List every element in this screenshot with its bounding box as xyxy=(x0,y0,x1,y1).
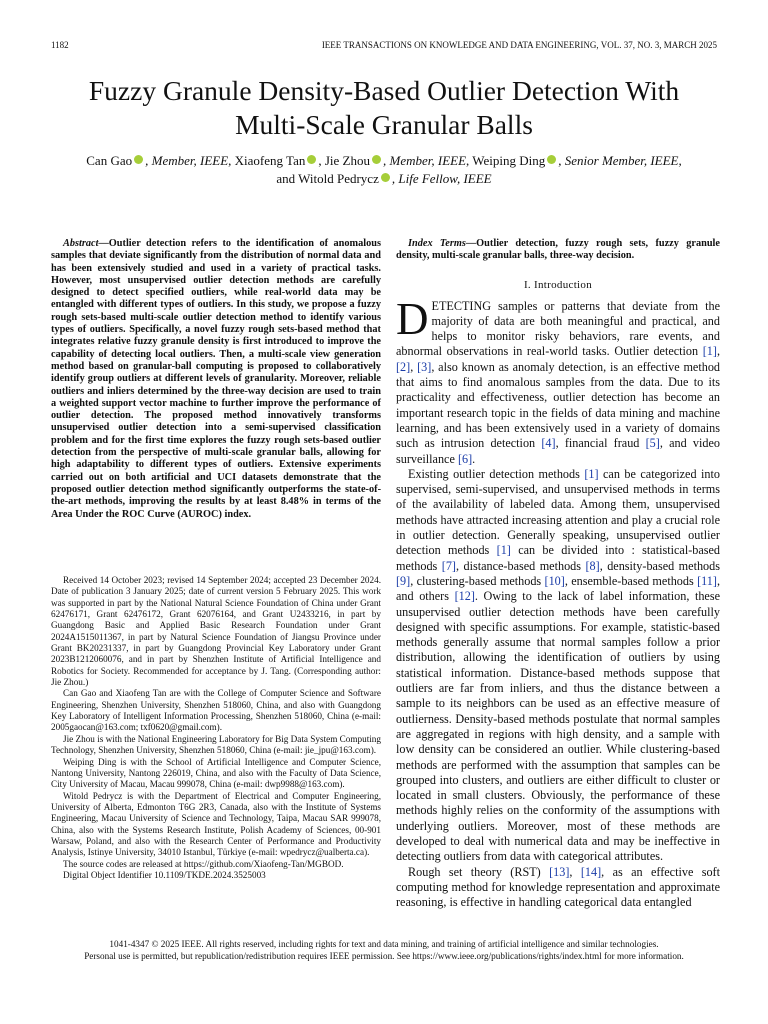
citation-link[interactable]: [8] xyxy=(585,558,600,573)
citation-link[interactable]: [1] xyxy=(584,466,599,481)
orcid-icon[interactable] xyxy=(134,155,143,164)
footnote-affiliation: Jie Zhou is with the National Engineering Laboratory for Big Data System Computing Technology, Shenzhen University, Shenzhen 518060, China (e-mail: jie_jpu@163.com). xyxy=(51,733,381,756)
author-role: , Senior Member, IEEE, xyxy=(558,153,682,168)
abstract xyxy=(51,238,381,521)
author-role: , Member, IEEE xyxy=(145,153,229,168)
paragraph: DETECTING samples or patterns that deviate from the majority of data are both meaningful and practical, and helps to monitor risky behaviors, rare events, and abnormal observations in real-world tasks. Outlier detection [1], [2], [3], also known as anomaly detection, is an effective method that aims to find anomalous samples from the data. Due to its practicality and effectiveness, outlier detection has become an important research topic in the fields of data mining and machine learning, and has been extensively used in a variety of domains such as intrusion detection [4], financial fraud [5], and video surveillance [6]. xyxy=(396,293,721,466)
author-name: Can Gao xyxy=(86,153,133,168)
citation-link[interactable]: [5] xyxy=(645,436,660,451)
author-role: , Life Fellow, IEEE xyxy=(391,171,492,186)
right-column xyxy=(396,238,720,910)
citation-link[interactable]: [9] xyxy=(396,573,411,588)
author-name: , Weiping Ding xyxy=(466,153,546,168)
drop-cap: D xyxy=(396,293,429,344)
author-role: , Member, IEEE xyxy=(382,153,467,168)
citation-link[interactable]: [3] xyxy=(417,359,432,374)
footnote-received: Received 14 October 2023; revised 14 September 2024; accepted 23 December 2024. Date of publication 3 January 2025; date of current version 5 February 2025. This work was supported in part by the National Natural Science Foundation of China under Grant 62476171, Grant 62476172, Grant 62076164, and Grant U2433216, in part by Guangdong Basic and Applied Basic Research Foundation under Grant 2024A1515011367, in part by Natural Science Foundation of Jiangsu Province under Grant BK20231337, in part by Guangdong Provincial Key Laboratory under Grant 2023B1212060076, and in part by Shenzhen Institute of Artificial Intelligence and Robotics for Society. Recommended for acceptance by J. Tang. (Corresponding author: Jie Zhou.) xyxy=(51,575,381,688)
citation-link[interactable]: [14] xyxy=(580,864,602,879)
footnotes xyxy=(51,575,381,881)
footnote-affiliation: Can Gao and Xiaofeng Tan are with the College of Computer Science and Software Engineering, Shenzhen University, Shenzhen 518060, China, and also with Guangdong Key Laboratory of Intelligent Information Processing, Shenzhen 518060, China (e-mail: 2005gaocan@163.com; txf0620@gmail.com). xyxy=(51,688,381,733)
author-name: , Jie Zhou xyxy=(318,153,370,168)
citation-link[interactable]: [13] xyxy=(549,864,570,879)
journal-header: IEEE TRANSACTIONS ON KNOWLEDGE AND DATA ENGINEERING, VOL. 37, NO. 3, MARCH 2025 xyxy=(321,40,717,50)
footnote-affiliation: Witold Pedrycz is with the Department of Electrical and Computer Engineering, University of Alberta, Edmonton T6G 2R3, Canada, also with the Institute of Systems Engineering, Macau University of Science and Technology, Taipa, Macau SAR 999078, China, also with the Systems Research Institute, Polish Academy of Sciences, 00-901 Warsaw, Poland, and also with the Research Center of Performance and Productivity Analysis, Istinye University, 34010 Istanbul, Türkiye (e-mail: wpedrycz@ualberta.ca). xyxy=(51,790,381,858)
footer-line-2: Personal use is permitted, but republication/redistribution requires IEEE permission. See https://www.ieee.org/publications/rights/index.html for more information. xyxy=(84,951,684,961)
author-line-2 xyxy=(40,170,728,188)
citation-link[interactable]: [12] xyxy=(454,589,475,604)
orcid-icon[interactable] xyxy=(547,155,556,164)
copyright-footer xyxy=(30,938,738,962)
paper-title xyxy=(40,74,728,142)
citation-link[interactable]: [4] xyxy=(541,436,556,451)
footnote-doi: Digital Object Identifier 10.1109/TKDE.2024.3525003 xyxy=(63,869,266,880)
index-terms-text: —Outlier detection, fuzzy rough sets, fuzzy granule density, multi-scale granular balls, three-way decision. xyxy=(396,238,720,262)
index-terms xyxy=(396,238,720,263)
left-column xyxy=(51,238,381,521)
orcid-icon[interactable] xyxy=(307,155,316,164)
intro-body xyxy=(396,293,721,911)
abstract-text: —Outlier detection refers to the identification of anomalous samples that deviate significantly from the distribution of normal data and has been extensively studied and used in a variety of practical tasks. However, most unsupervised outlier detection methods are carefully designed to detect specified outliers, while real-world data may be entangled with different types of outliers. In this study, we propose a fuzzy rough sets-based multi-scale outlier detection method to identify various types of outliers. Specifically, a novel fuzzy rough sets-based method that integrates relative fuzzy granule density is first introduced to improve the capability of detecting local outliers. Then, a multi-scale view generation method based on granular-ball computing is proposed to collaboratively identify group outliers at different levels of granularity. Moreover, reliable outliers and inliers determined by the three-way decision are used to train a weighted support vector machine to further improve the performance of outlier detection. The proposed method innovatively transforms unsupervised outlier detection into a semi-supervised classification problem and for the first time explores the fuzzy rough sets-based outlier detection from the perspective of multi-scale granular balls, allowing for high adaptability to different types of outliers. Extensive experiments carried out on both artificial and UCI datasets demonstrate that the proposed outlier detection method significantly outperforms the state-of-the-art methods, improving the results by at least 8.48% in terms of the Area Under the ROC Curve (AUROC) index. xyxy=(51,238,381,520)
footnote-affiliation: Weiping Ding is with the School of Artificial Intelligence and Computer Science, Nantong University, Nantong 226019, China, and also with the Faculty of Data Science, City University of Macau, Macau 999078, China (e-mail: dwp9988@163.com). xyxy=(51,756,381,790)
citation-link[interactable]: [1] xyxy=(702,344,717,359)
citation-link[interactable]: [7] xyxy=(441,558,456,573)
citation-link[interactable]: [10] xyxy=(544,573,565,588)
orcid-icon[interactable] xyxy=(372,155,381,164)
section-heading: I. Introduction xyxy=(523,278,593,291)
title-line-1: Fuzzy Granule Density-Based Outlier Detection With xyxy=(88,75,680,106)
footer-line-1: 1041-4347 © 2025 IEEE. All rights reserved, including rights for text and data mining, and training of artificial intelligence and similar technologies. xyxy=(109,939,659,949)
author-list xyxy=(40,152,728,188)
orcid-icon[interactable] xyxy=(381,173,390,182)
paragraph: Rough set theory (RST) [13], [14], as an effective soft computing method for knowledge representation and approximate reasoning, is effective in handling categorical data entangled xyxy=(396,864,720,910)
author-line-1 xyxy=(40,152,728,170)
citation-link[interactable]: [1] xyxy=(496,543,511,558)
citation-link[interactable]: [6] xyxy=(457,451,473,466)
footnote-source-code: The source codes are released at https://github.com/Xiaofeng-Tan/MGBOD. xyxy=(63,858,344,869)
author-name: , Xiaofeng Tan xyxy=(228,153,306,168)
paragraph: Existing outlier detection methods [1] can be categorized into supervised, semi-supervised, and unsupervised methods in terms of the availability of labeled data. Among them, unsupervised methods have attracted increasing attention and play a crucial role in outlier detection. Generally speaking, unsupervised outlier detection methods [1] can be divided into : statistical-based methods [7], distance-based methods [8], density-based methods [9], clustering-based methods [10], ensemble-based methods [11], and others [12]. Owing to the lack of label information, these unsupervised outlier detection methods have been carefully designed with specific assumptions. For example, statistic-based methods generally assume that normal samples follow a prior distribution, allowing the identification of outliers by using statistical information. Distance-based methods suppose that outliers are far from inliers, and thus the distance between a sample to its neighbors can be used as an effective measure of outlierness. Density-based methods postulate that normal samples are aggregated in regions with high density, and a sample with low density can be considered an outlier. While clustering-based methods are performed with the assumption that samples can be grouped into clusters, and outliers are either difficult to cluster or located in small clusters. Obviously, the performance of these methods highly relies on the conformity of the assumptions with underlying outliers. Moreover, most of these methods are developed to deal with numerical data and may be ineffective in detecting outliers from data with categorical attributes. xyxy=(396,466,721,864)
citation-link[interactable]: [11] xyxy=(697,573,717,588)
title-line-2: Multi-Scale Granular Balls xyxy=(235,109,533,140)
abstract-label: Abstract xyxy=(63,238,99,249)
index-terms-label: Index Terms xyxy=(408,238,466,249)
citation-link[interactable]: [2] xyxy=(396,359,411,374)
author-name: and Witold Pedrycz xyxy=(276,171,379,186)
page-number: 1182 xyxy=(51,40,69,50)
